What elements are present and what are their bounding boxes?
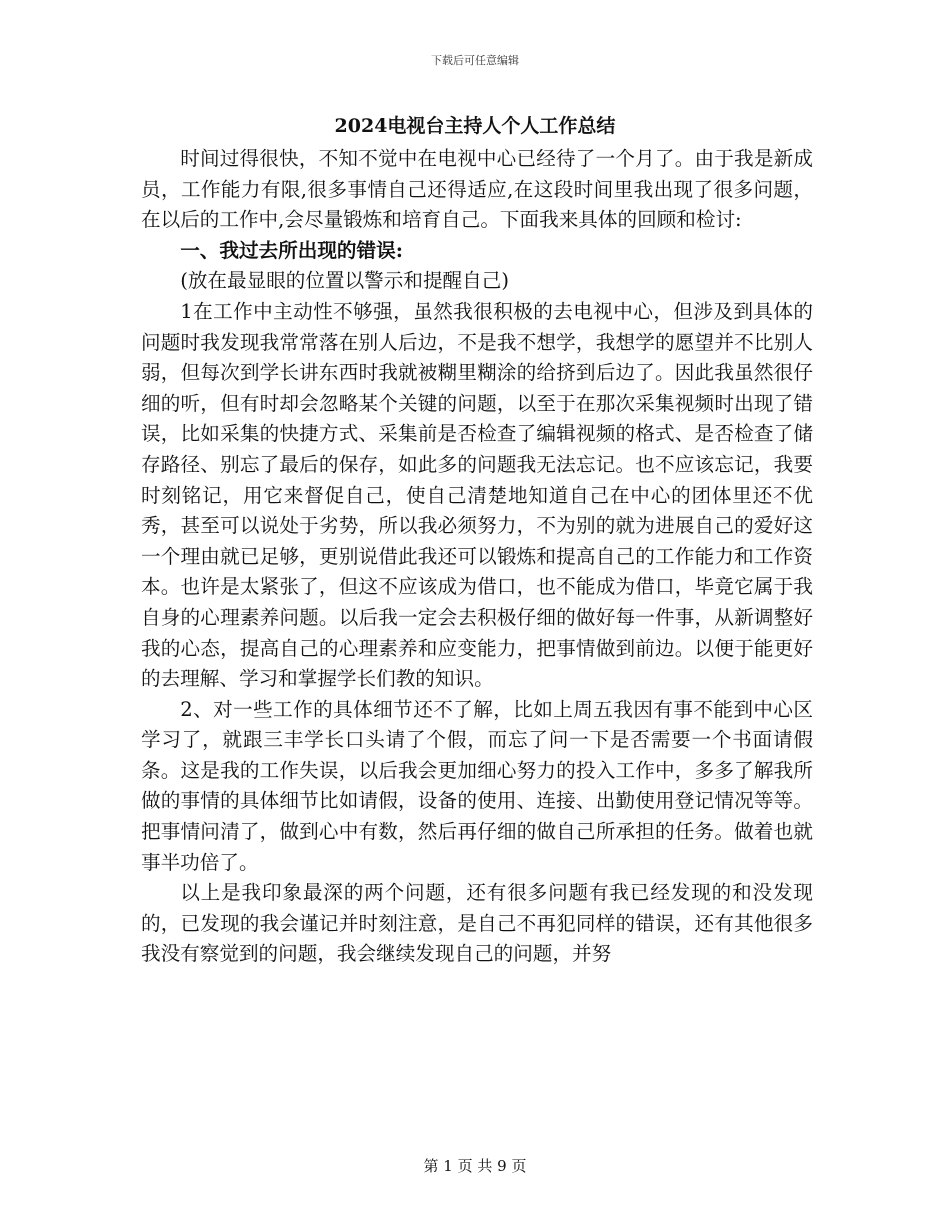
page-header-note: 下载后可任意编辑 bbox=[431, 54, 519, 67]
summary-paragraph: 以上是我印象最深的两个问题，还有很多问题有我已经发现的和没发现的，已发现的我会谨记并时刻注意，是自己不再犯同样的错误，还有其他很多我没有察觉到的问题，我会继续发现自己的问题，并努 bbox=[141, 881, 813, 966]
mistake-paragraph-2: 2、对一些工作的具体细节还不了解，比如上周五我因有事不能到中心区学习了，就跟三丰学长口头请了个假，而忘了问一下是否需要一个书面请假条。这是我的工作失误，以后我会更加细心努力的投入工作中，多多了解我所做的事情的具体细节比如请假，设备的使用、连接、出勤使用登记情况等等。把事情问清了，做到心中有数，然后再仔细的做自己所承担的任务。做着也就事半功倍了。 bbox=[141, 697, 813, 874]
intro-paragraph: 时间过得很快，不知不觉中在电视中心已经待了一个月了。由于我是新成员，工作能力有限,很多事情自己还得适应,在这段时间里我出现了很多问题，在以后的工作中,会尽量锻炼和培育自己。下面我来具体的回顾和检讨: bbox=[141, 147, 813, 232]
document-body bbox=[141, 144, 813, 970]
document-title: 2024电视台主持人个人工作总结 bbox=[334, 115, 616, 137]
section-note: (放在最显眼的位置以警示和提醒自己) bbox=[180, 269, 509, 293]
section-heading-mistakes: 一、我过去所出现的错误: bbox=[180, 238, 403, 262]
page-footer-number: 第 1 页 共 9 页 bbox=[423, 1157, 527, 1175]
mistake-paragraph-1: 1在工作中主动性不够强，虽然我很积极的去电视中心，但涉及到具体的问题时我发现我常常落在别人后边，不是我不想学，我想学的愿望并不比别人弱，但每次到学长讲东西时我就被糊里糊涂的给挤到后边了。因此我虽然很仔细的听，但有时却会忽略某个关键的问题，以至于在那次采集视频时出现了错误，比如采集的快捷方式、采集前是否检查了编辑视频的格式、是否检查了储存路径、别忘了最后的保存，如此多的问题我无法忘记。也不应该忘记，我要时刻铭记，用它来督促自己，使自己清楚地知道自己在中心的团体里还不优秀，甚至可以说处于劣势，所以我必须努力，不为别的就为进展自己的爱好这一个理由就已足够，更别说借此我还可以锻炼和提高自己的工作能力和工作资本。也许是太紧张了，但这不应该成为借口，也不能成为借口，毕竟它属于我自身的心理素养问题。以后我一定会去积极仔细的做好每一件事，从新调整好我的心态，提高自己的心理素养和应变能力，把事情做到前边。以便于能更好的去理解、学习和掌握学长们教的知识。 bbox=[141, 299, 813, 691]
